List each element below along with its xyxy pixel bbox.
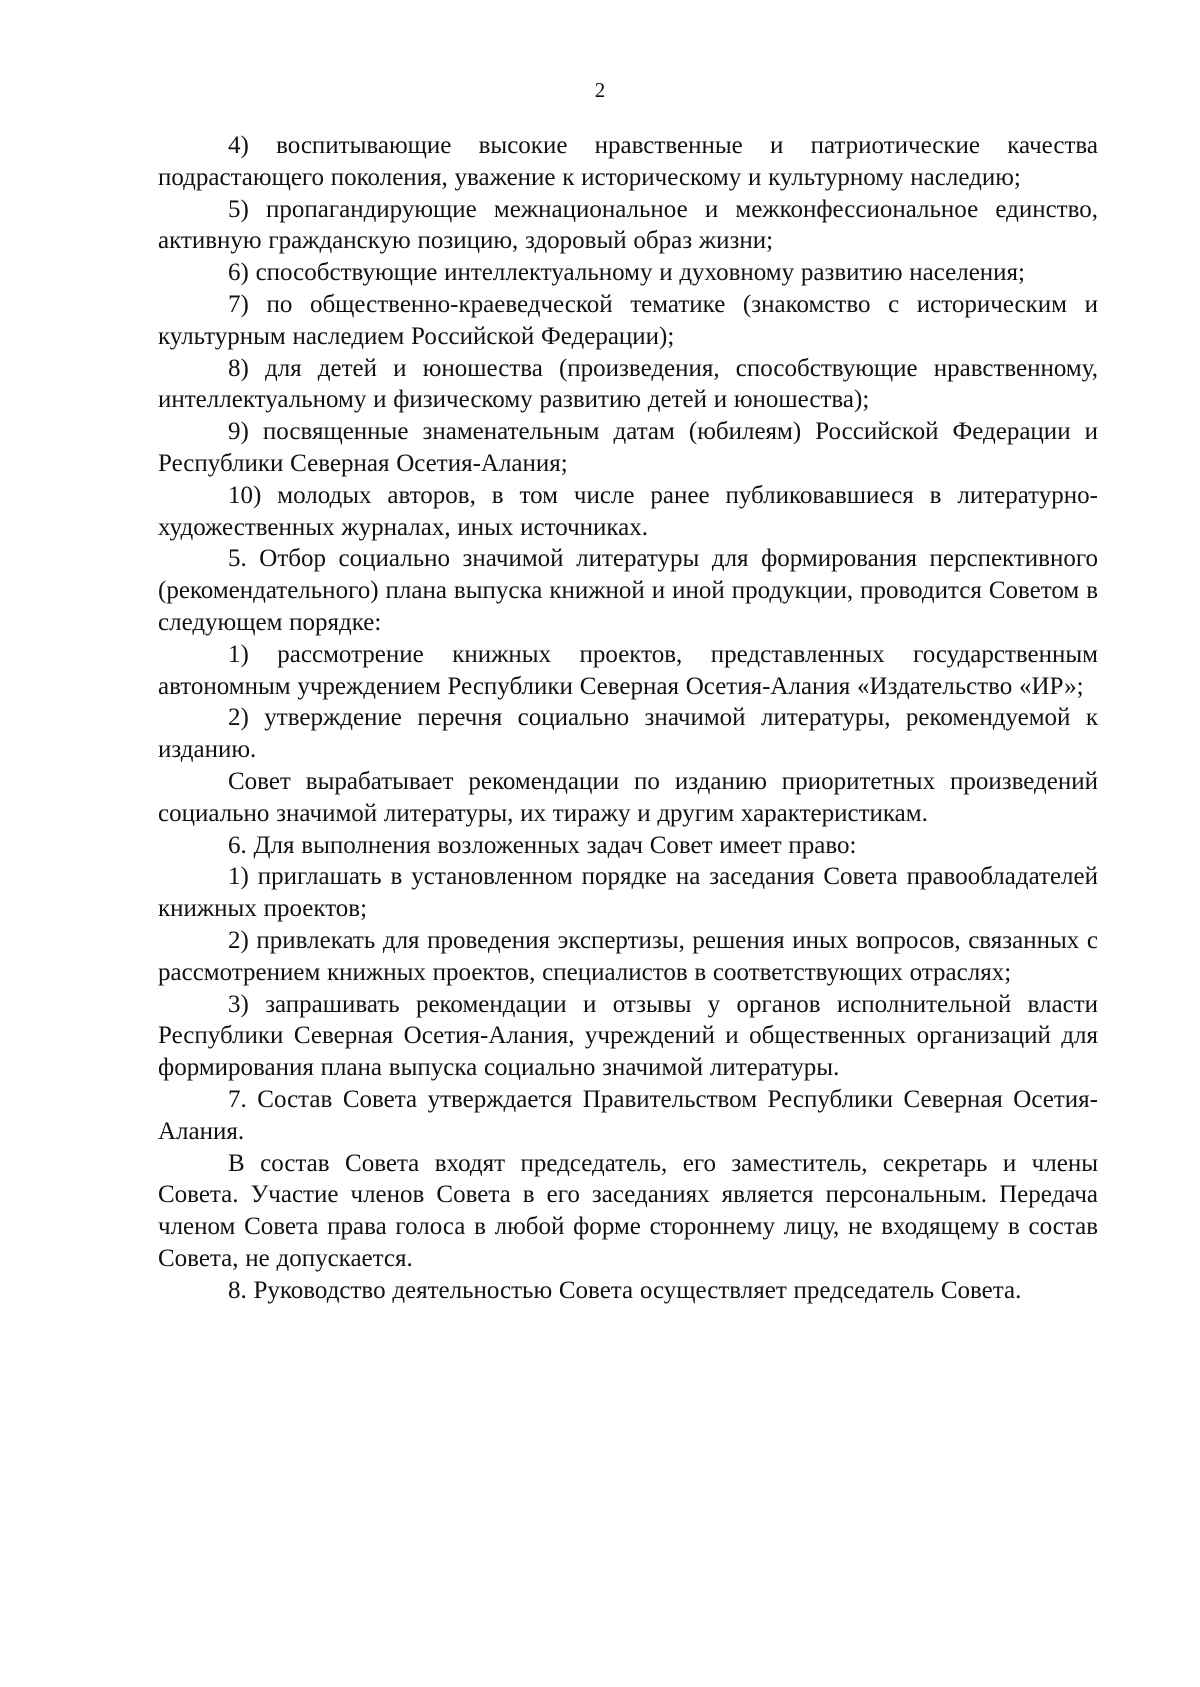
paragraph-section-5-item-1: 1) рассмотрение книжных проектов, представленных государственным автономным учреждением Республики Северная Осетия-Алания «Издательство «ИР»;: [158, 640, 1098, 700]
paragraph-section-6-item-2: 2) привлекать для проведения экспертизы, решения иных вопросов, связанных с рассмотрением книжных проектов, специалистов в соответствующих отраслях;: [158, 926, 1098, 986]
paragraph-section-7: 7. Состав Совета утверждается Правительством Республики Северная Осетия-Алания.: [158, 1085, 1098, 1145]
paragraph-section-5-item-2: 2) утверждение перечня социально значимой литературы, рекомендуемой к изданию.: [158, 704, 1098, 764]
document-body: [158, 130, 1098, 1306]
paragraph-item-6: 6) способствующие интеллектуальному и духовному развитию населения;: [228, 259, 1025, 287]
page-number: 2: [594, 78, 606, 102]
paragraph-section-5: 5. Отбор социально значимой литературы для формирования перспективного (рекомендательного) плана выпуска книжной и иной продукции, проводится Советом в следующем порядке:: [158, 545, 1098, 636]
paragraph-section-6: 6. Для выполнения возложенных задач Совет имеет право:: [228, 831, 857, 859]
paragraph-item-10: 10) молодых авторов, в том числе ранее публиковавшиеся в литературно-художественных журналах, иных источниках.: [158, 481, 1098, 541]
paragraph-item-7: 7) по общественно-краеведческой тематике (знакомство с историческим и культурным наследием Российской Федерации);: [158, 290, 1098, 350]
paragraph-item-8: 8) для детей и юношества (произведения, способствующие нравственному, интеллектуальному и физическому развитию детей и юношества);: [158, 354, 1098, 414]
paragraph-section-8: 8. Руководство деятельностью Совета осуществляет председатель Совета.: [228, 1276, 1022, 1304]
paragraph-item-5: 5) пропагандирующие межнациональное и межконфессиональное единство, активную гражданскую позицию, здоровый образ жизни;: [158, 195, 1098, 255]
paragraph-council-composition: В состав Совета входят председатель, его заместитель, секретарь и члены Совета. Участие членов Совета в его заседаниях является персональным. Передача членом Совета права голоса в любой форме стороннему лицу, не входящему в состав Совета, не допускается.: [158, 1149, 1098, 1272]
paragraph-item-9: 9) посвященные знаменательным датам (юбилеям) Российской Федерации и Республики Северная Осетия-Алания;: [158, 418, 1098, 477]
paragraph-item-4: 4) воспитывающие высокие нравственные и патриотические качества подрастающего поколения, уважение к историческому и культурному наследию;: [158, 132, 1098, 191]
paragraph-section-6-item-1: 1) приглашать в установленном порядке на заседания Совета правообладателей книжных проектов;: [158, 863, 1098, 923]
paragraph-council-recommendations: Совет вырабатывает рекомендации по изданию приоритетных произведений социально значимой литературы, их тиражу и другим характеристикам.: [158, 767, 1098, 827]
paragraph-section-6-item-3: 3) запрашивать рекомендации и отзывы у органов исполнительной власти Республики Северная Осетия-Алания, учреждений и общественных организаций для формирования плана выпуска социально значимой литературы.: [158, 990, 1098, 1082]
